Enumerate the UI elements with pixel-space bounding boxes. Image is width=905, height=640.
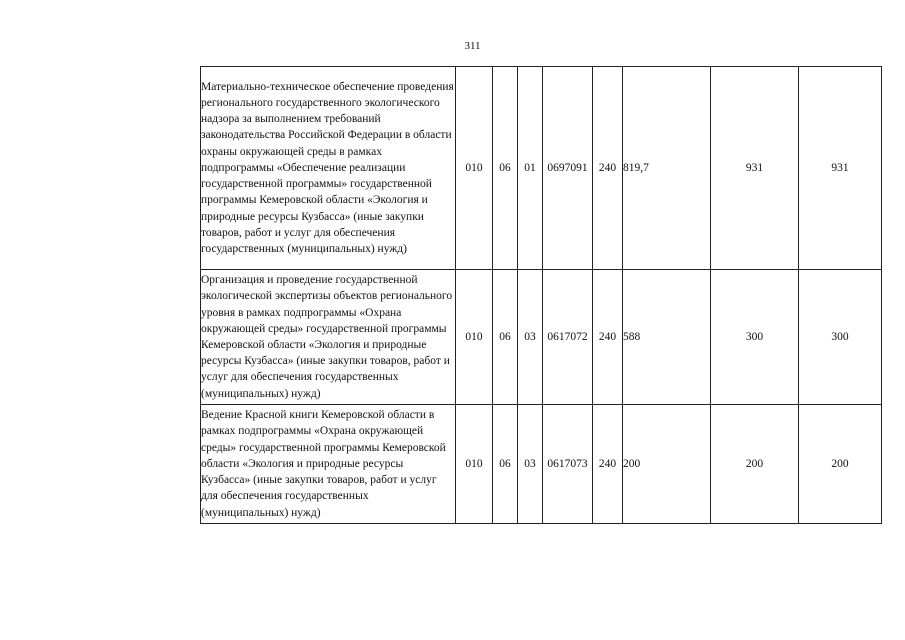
row-description: Организация и проведение государственной экологической экспертизы объектов регионального уровня в рамках подпрограммы «Охрана окружающей среды» государственной программы Кемеровской области «Экология и природные ресурсы Кузбасса» (иные закупки товаров, работ и услуг для обеспечения государственных (муниципальных) нужд) (201, 270, 456, 405)
row-description: Материально-техническое обеспечение проведения регионального государственного экологического надзора за выполнением требований законодательства Российской Федерации в области охраны окружающей среды в рамках подпрограммы «Обеспечение реализации государственной программы» государственной программы Кемеровской области «Экология и природные ресурсы Кузбасса» (иные закупки товаров, работ и услуг для обеспечения государственных (муниципальных) нужд) (201, 67, 456, 270)
table-row (201, 270, 882, 405)
amount-year-1: 588 (623, 270, 711, 405)
subsection-code: 03 (518, 405, 543, 524)
amount-year-2: 931 (711, 67, 799, 270)
ministry-code: 010 (456, 270, 493, 405)
budget-table (200, 66, 882, 524)
amount-year-3: 300 (799, 270, 882, 405)
target-article-code: 0617073 (543, 405, 593, 524)
row-description: Ведение Красной книги Кемеровской области в рамках подпрограммы «Охрана окружающей среды» государственной программы Кемеровской области «Экология и природные ресурсы Кузбасса» (иные закупки товаров, работ и услуг для обеспечения государственных (муниципальных) нужд) (201, 405, 456, 524)
section-code: 06 (493, 67, 518, 270)
subsection-code: 01 (518, 67, 543, 270)
amount-year-2: 200 (711, 405, 799, 524)
page-number: 311 (464, 40, 481, 52)
section-code: 06 (493, 405, 518, 524)
subsection-code: 03 (518, 270, 543, 405)
table-row (201, 405, 882, 524)
amount-year-1: 819,7 (623, 67, 711, 270)
expense-type-code: 240 (593, 67, 623, 270)
amount-year-1: 200 (623, 405, 711, 524)
ministry-code: 010 (456, 67, 493, 270)
ministry-code: 010 (456, 405, 493, 524)
amount-year-3: 200 (799, 405, 882, 524)
section-code: 06 (493, 270, 518, 405)
table-row (201, 67, 882, 270)
target-article-code: 0697091 (543, 67, 593, 270)
expense-type-code: 240 (593, 405, 623, 524)
amount-year-3: 931 (799, 67, 882, 270)
amount-year-2: 300 (711, 270, 799, 405)
expense-type-code: 240 (593, 270, 623, 405)
target-article-code: 0617072 (543, 270, 593, 405)
